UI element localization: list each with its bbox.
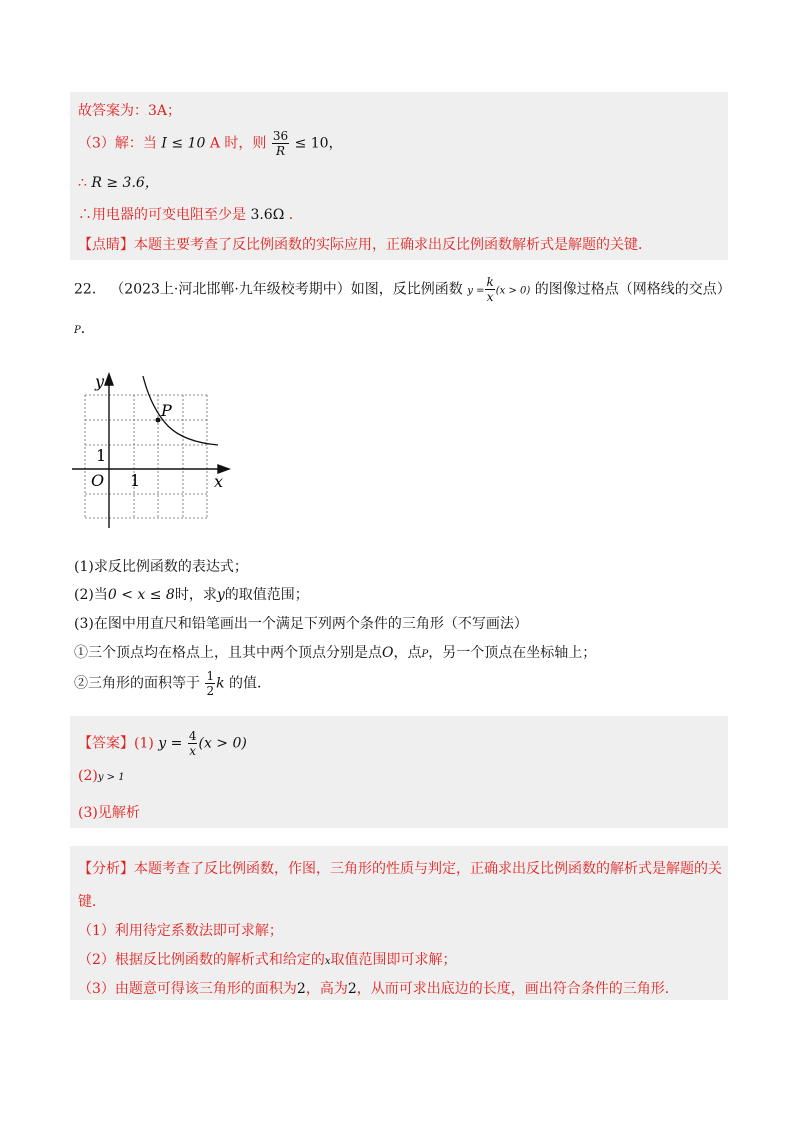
range-math: 0 < x ≤ 8 (107, 587, 175, 603)
answer-line-2 (78, 768, 125, 784)
point-p-label: P (161, 401, 172, 420)
condition-text: 的值． (229, 675, 272, 692)
question-stem (74, 276, 731, 303)
analysis-block (70, 846, 728, 1000)
fraction-numerator: 4 (188, 729, 197, 743)
answer-part-number: (2) (78, 768, 98, 784)
fraction (188, 730, 198, 757)
therefore-symbol: ∴ (78, 175, 87, 191)
y-unit-label: 1 (96, 446, 107, 465)
solution-text: ∴用电器的可变电阻至少是 (78, 207, 246, 223)
answer-domain: (x > 0) (198, 735, 247, 752)
analysis-line-4 (78, 949, 457, 969)
point-label: P (421, 649, 429, 660)
solution-line-5 (78, 234, 652, 254)
condition-text: ②三角形的面积等于 (74, 675, 200, 692)
analysis-text: （1）利用待定系数法即可求解； (78, 923, 283, 939)
variable-math: x (324, 956, 331, 967)
solution-text: （3）解：当 (78, 135, 157, 152)
condition-1 (74, 642, 596, 662)
answer-math: y = (158, 735, 183, 752)
condition-text: ①三个顶点均在格点上，且其中两个顶点分别是点 (74, 645, 382, 661)
function-domain: (x > 0) (495, 285, 531, 297)
fraction-denominator: x (189, 744, 197, 758)
question-stem-cont (74, 318, 95, 338)
analysis-text: ，高为 (305, 981, 348, 997)
solution-line-1 (78, 100, 181, 120)
variable-math: y (216, 587, 225, 603)
point-p-marker (156, 418, 161, 423)
inequality-math: R ≥ 3.6， (91, 175, 159, 191)
coordinate-graph (66, 368, 246, 538)
answer-math: y > 1 (97, 772, 125, 783)
part-text: 的取值范围； (224, 587, 309, 603)
answer-line-3 (78, 802, 140, 822)
function-math: y = (467, 285, 485, 297)
fraction-numerator: k (486, 275, 494, 289)
point-label: O (382, 645, 394, 661)
answer-text: (3)见解析 (78, 805, 140, 821)
answer-line-1 (78, 730, 247, 757)
question-number: 22． (74, 281, 106, 298)
analysis-line-3 (78, 920, 283, 940)
answer-label: 【答案】 (78, 735, 134, 752)
fraction (205, 670, 215, 697)
area-value: 2 (296, 981, 306, 997)
part-text: (3)在图中用直尺和铅笔画出一个满足下列两个条件的三角形（不写画法） (74, 616, 528, 632)
part-text: (2)当 (74, 587, 108, 603)
solution-line-4 (78, 204, 303, 224)
analysis-text: 取值范围即可求解； (330, 952, 457, 968)
part-1 (74, 556, 248, 576)
x-axis-label: x (214, 472, 224, 491)
fraction (272, 130, 289, 157)
solution-text: 故答案为：3A； (78, 103, 182, 119)
y-axis-arrow-icon (105, 374, 113, 385)
fraction (485, 276, 494, 303)
key-point-text: 【点睛】本题主要考查了反比例函数的实际应用，正确求出反比例函数解析式是解题的关键． (78, 237, 652, 253)
fraction-denominator: x (486, 290, 494, 304)
analysis-line-1 (78, 858, 722, 878)
height-value: 2 (347, 981, 357, 997)
analysis-text: （3）由题意可得该三角形的面积为 (78, 981, 297, 997)
condition-math: I ≤ 10 (161, 135, 206, 152)
question-source-text: （2023上·河北邯郸·九年级校考期中）如图，反比例函数 (110, 281, 463, 298)
origin-label: O (91, 471, 105, 490)
analysis-line-5 (78, 978, 679, 998)
analysis-text: 键． (78, 894, 106, 910)
fraction-numerator: 36 (272, 129, 289, 143)
condition-text: ，另一个顶点在坐标轴上； (428, 645, 597, 661)
question-text: ． (80, 321, 95, 337)
part-3 (74, 613, 528, 633)
point-label: P (74, 325, 81, 336)
resistance-value: 3.6Ω (250, 207, 285, 223)
fraction-denominator: 2 (206, 684, 215, 698)
inequality-math: ≤ 10， (294, 135, 343, 152)
condition-text: ，点 (393, 645, 422, 661)
analysis-text: ，从而可求出底边的长度，画出符合条件的三角形． (356, 981, 679, 997)
solution-text: ． (288, 207, 303, 223)
question-text: 的图像过格点（网格线的交点） (534, 281, 731, 298)
fraction-denominator: R (275, 144, 285, 158)
analysis-text: （2）根据反比例函数的解析式和给定的 (78, 952, 325, 968)
part-text: 时，求 (174, 587, 217, 603)
answer-block (70, 716, 728, 828)
hyperbola-curve (143, 376, 218, 445)
condition-2 (74, 670, 271, 697)
variable-math: k (216, 675, 225, 692)
part-2 (74, 584, 309, 604)
answer-part-number: (1) (134, 735, 154, 752)
analysis-text: 【分析】本题考查了反比例函数，作图，三角形的性质与判定，正确求出反比例函数的解析式是解题的关 (78, 861, 722, 877)
y-axis-label: y (95, 372, 105, 391)
x-unit-label: 1 (130, 471, 141, 490)
solution-line-3 (78, 172, 159, 192)
part-text: (1)求反比例函数的表达式； (74, 559, 248, 575)
solution-line-2 (78, 130, 343, 157)
solution-block (70, 92, 728, 260)
solution-text: A 时，则 (209, 135, 267, 152)
fraction-numerator: 1 (206, 669, 215, 683)
analysis-line-2 (78, 891, 106, 911)
